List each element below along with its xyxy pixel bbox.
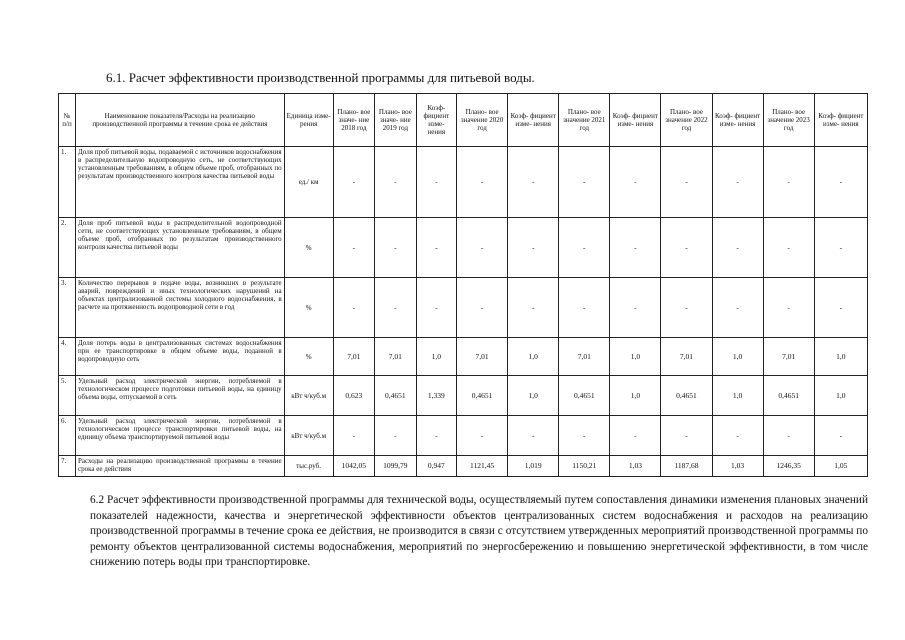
value-cell: - (559, 218, 610, 278)
value-cell: - (814, 147, 867, 218)
value-cell: 1150,21 (559, 456, 610, 477)
value-cell: 1,0 (610, 338, 661, 376)
section-paragraph (90, 493, 868, 571)
column-header: Коэф- фициент изме- нения (712, 94, 763, 147)
value-cell: 0,4651 (763, 376, 814, 416)
table-row (59, 218, 868, 278)
indicator-name: Удельный расход электрической энергии, потребляемой в технологическом процессе транспортировки питьевой воды, на единицу объема транспортируемой питьевой воды (76, 416, 285, 456)
value-cell: 1,0 (610, 376, 661, 416)
value-cell: - (375, 147, 417, 218)
column-header: Плано- вое значение 2020 год (457, 94, 508, 147)
value-cell: - (416, 278, 456, 338)
unit-cell: кВт ч/куб.м (284, 376, 333, 416)
unit-cell: ед./ км (284, 147, 333, 218)
value-cell: - (712, 416, 763, 456)
row-number: 5. (59, 376, 76, 416)
table-row (59, 376, 868, 416)
indicator-name: Расходы на реализацию производственной программы в течение срока ее действия (76, 456, 285, 477)
efficiency-table-wrapper (58, 93, 868, 477)
value-cell: - (508, 218, 559, 278)
value-cell: 7,01 (333, 338, 375, 376)
section-title: 6.1. Расчет эффективности производственной программы для питьевой воды. (106, 70, 535, 85)
value-cell: - (457, 278, 508, 338)
indicator-name: Удельный расход электрической энергии, потребляемой в технологическом процессе подготовки питьевой воды, на единицу объема воды, отпускаемой в сеть (76, 376, 285, 416)
indicator-name: Доля потерь воды в централизованных системах водоснабжения при ее транспортировке в общем объеме воды, поданной в водопроводную сеть (76, 338, 285, 376)
value-cell: 1246,35 (763, 456, 814, 477)
value-cell: 1,0 (814, 338, 867, 376)
row-number: 1. (59, 147, 76, 218)
value-cell: - (712, 218, 763, 278)
value-cell: - (333, 416, 375, 456)
value-cell: 1,03 (610, 456, 661, 477)
column-header: Коэф- фициент изме- нения (416, 94, 456, 147)
column-header: Плано- вое значение 2022 год (661, 94, 712, 147)
value-cell: - (508, 278, 559, 338)
indicator-name: Доля проб питьевой воды, подаваемой с источников водоснабжения в распределительную водопроводную сеть, не соответствующих установленным требованиям, в общем объеме проб, отобранных по результатам производственного контроля качества питьевой воды (76, 147, 285, 218)
value-cell: 7,01 (763, 338, 814, 376)
value-cell: - (333, 218, 375, 278)
value-cell: 0,4651 (457, 376, 508, 416)
value-cell: 1,0 (508, 376, 559, 416)
row-number: 2. (59, 218, 76, 278)
value-cell: - (416, 416, 456, 456)
value-cell: 1121,45 (457, 456, 508, 477)
table-row (59, 456, 868, 477)
value-cell: - (333, 278, 375, 338)
column-header: Коэф- фициент изме- нения (610, 94, 661, 147)
value-cell: - (610, 147, 661, 218)
table-row (59, 338, 868, 376)
table-row (59, 278, 868, 338)
column-header: Плано- вое значение 2021 год (559, 94, 610, 147)
unit-cell: кВт ч/куб.м (284, 416, 333, 456)
unit-cell: % (284, 338, 333, 376)
row-number: 6. (59, 416, 76, 456)
indicator-name: Количество перерывов в подаче воды, возникших в результате аварий, повреждений и иных технологических нарушений на объектах централизованной системы холодного водоснабжения, в расчете на протяженность водопроводной сети в год (76, 278, 285, 338)
value-cell: 7,01 (457, 338, 508, 376)
value-cell: - (610, 416, 661, 456)
indicator-name: Доля проб питьевой воды в распределительной водопроводной сети, не соответствующих установленным требованиям, в общем объеме проб, отобранных по результатам производственного контроля качества питьевой воды (76, 218, 285, 278)
value-cell: 1,0 (712, 338, 763, 376)
table-row (59, 416, 868, 456)
table-row (59, 147, 868, 218)
value-cell: - (610, 218, 661, 278)
row-number: 4. (59, 338, 76, 376)
value-cell: - (333, 147, 375, 218)
value-cell: - (763, 416, 814, 456)
value-cell: - (375, 218, 417, 278)
value-cell: - (416, 147, 456, 218)
table-body (59, 147, 868, 477)
column-header: Плано- вое значе- ние 2019 год (375, 94, 417, 147)
value-cell: 1099,79 (375, 456, 417, 477)
value-cell: 7,01 (661, 338, 712, 376)
value-cell: 0,947 (416, 456, 456, 477)
unit-cell: тыс.руб. (284, 456, 333, 477)
value-cell: 1042,05 (333, 456, 375, 477)
value-cell: 1,019 (508, 456, 559, 477)
value-cell: 0,4651 (661, 376, 712, 416)
value-cell: - (661, 147, 712, 218)
value-cell: - (814, 416, 867, 456)
value-cell: 1,339 (416, 376, 456, 416)
column-header: Наименование показателя/Расходы на реализацию производственной программы в течение срока ее действия (76, 94, 285, 147)
value-cell: 1187,68 (661, 456, 712, 477)
value-cell: 1,0 (416, 338, 456, 376)
value-cell: 1,0 (712, 376, 763, 416)
table-header-row (59, 94, 868, 147)
value-cell: 7,01 (559, 338, 610, 376)
value-cell: - (457, 147, 508, 218)
value-cell: - (416, 218, 456, 278)
value-cell: 1,0 (508, 338, 559, 376)
value-cell: 1,05 (814, 456, 867, 477)
value-cell: 1,03 (712, 456, 763, 477)
value-cell: - (610, 278, 661, 338)
value-cell: - (508, 147, 559, 218)
value-cell: - (712, 278, 763, 338)
value-cell: 0,4651 (375, 376, 417, 416)
value-cell: - (559, 416, 610, 456)
value-cell: - (814, 278, 867, 338)
row-number: 7. (59, 456, 76, 477)
value-cell: - (457, 416, 508, 456)
value-cell: - (559, 147, 610, 218)
value-cell: - (763, 278, 814, 338)
column-header: Плано- вое значение 2023 год (763, 94, 814, 147)
column-header: Коэф- фициент изме- нения (508, 94, 559, 147)
value-cell: - (508, 416, 559, 456)
value-cell: - (661, 218, 712, 278)
value-cell: - (661, 278, 712, 338)
value-cell: 0,4651 (559, 376, 610, 416)
column-header: № п/п (59, 94, 76, 147)
value-cell: - (814, 218, 867, 278)
unit-cell: % (284, 278, 333, 338)
value-cell: - (375, 278, 417, 338)
value-cell: - (712, 147, 763, 218)
value-cell: - (763, 147, 814, 218)
efficiency-table (58, 93, 868, 477)
value-cell: - (375, 416, 417, 456)
value-cell: - (763, 218, 814, 278)
value-cell: 7,01 (375, 338, 417, 376)
value-cell: 1,0 (814, 376, 867, 416)
value-cell: 0,623 (333, 376, 375, 416)
value-cell: - (661, 416, 712, 456)
paragraph-text: 6.2 Расчет эффективности производственной программы для технической воды, осуществляемый путем сопоставления динамики изменения плановых значений показателей надежности, качества и энергетической эффективности объектов централизованных систем водоснабжения и расходов на реализацию производственной программы в течение срока ее действия, не производится в связи с отсутствием утвержденных мероприятий производственной программы по ремонту объектов централизованной системы водоснабжения, мероприятий по энергосбережению и повышению энергетической эффективности, в том числе снижению потерь воды при транспортировке. (90, 494, 868, 568)
unit-cell: % (284, 218, 333, 278)
value-cell: - (559, 278, 610, 338)
column-header: Единица изме- рения (284, 94, 333, 147)
column-header: Плано- вое значе- ние 2018 год (333, 94, 375, 147)
column-header: Коэф- фициент изме- нения (814, 94, 867, 147)
value-cell: - (457, 218, 508, 278)
row-number: 3. (59, 278, 76, 338)
